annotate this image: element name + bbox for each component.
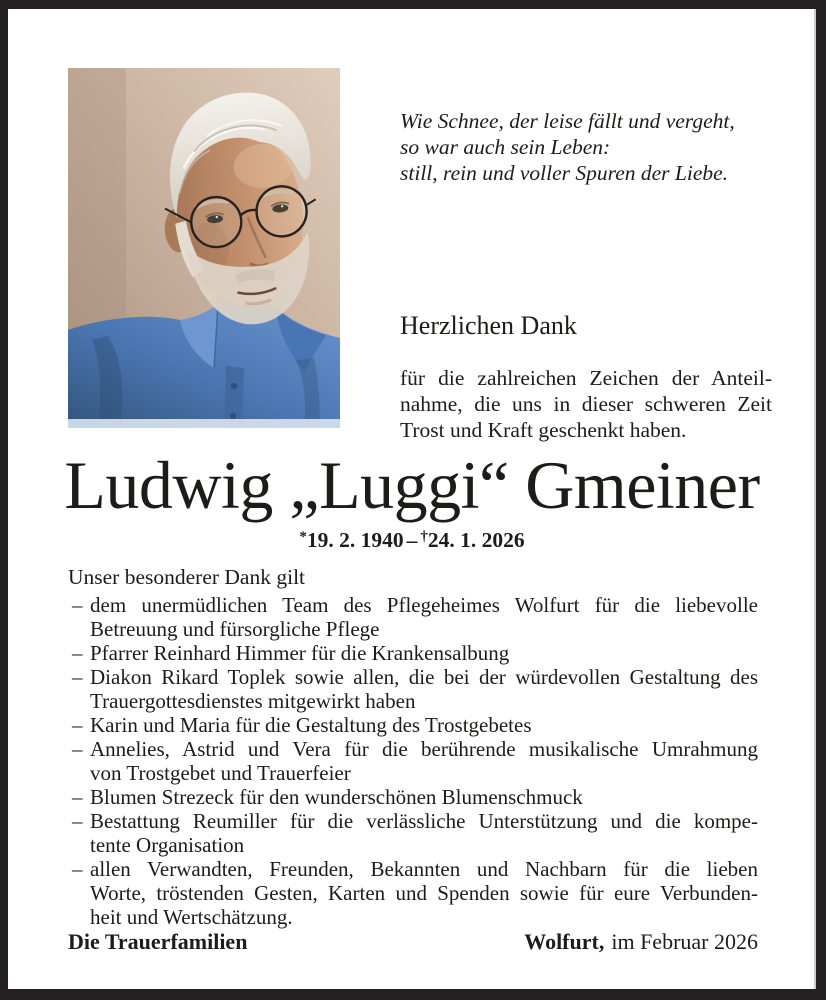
list-item	[68, 737, 758, 785]
scan-edge-line	[814, 9, 816, 989]
list-item	[68, 785, 758, 809]
list-item	[68, 857, 758, 929]
life-dates	[8, 525, 816, 552]
text-line: Diakon Rikard Toplek sowie allen, die bei der würdevollen Gestaltung des	[90, 665, 758, 689]
text-line: so war auch sein Leben:	[400, 135, 611, 159]
deceased-photo	[68, 68, 340, 428]
list-item-text	[90, 641, 758, 665]
footer	[68, 929, 758, 955]
text-line: Karin und Maria für die Gestaltung des Trostgebetes	[90, 713, 532, 737]
text-line: Trost und Kraft geschenkt haben.	[400, 418, 687, 442]
text-line: Worte, tröstenden Gesten, Karten und Spenden sowie für eure Verbunden-	[90, 881, 758, 905]
bullet-dash: –	[72, 641, 83, 665]
portrait-elderly-man-illustration	[68, 68, 340, 428]
thanks-text	[400, 365, 772, 443]
place-and-date	[524, 929, 758, 955]
thanks-heading: Herzlichen Dank	[400, 311, 577, 340]
text-line: Annelies, Astrid und Vera für die berührende musikalische Umrahmung	[90, 737, 758, 761]
birth-date: 19. 2. 1940	[306, 528, 404, 552]
text-line: Wie Schnee, der leise fällt und vergeht,	[400, 109, 735, 133]
list-item	[68, 809, 758, 857]
text-line: Blumen Strezeck für den wunderschönen Blumenschmuck	[90, 785, 583, 809]
list-item	[68, 593, 758, 641]
list-item-text	[90, 809, 758, 857]
list-item-text	[90, 785, 758, 809]
date: im Februar 2026	[611, 929, 758, 954]
list-item-text	[90, 665, 758, 713]
text-line: still, rein und voller Spuren der Liebe.	[400, 161, 729, 185]
text-line: Betreuung und fürsorgliche Pflege	[90, 617, 380, 641]
right-column	[400, 108, 778, 460]
list-item	[68, 665, 758, 713]
text-line: nahme, die uns in dieser schweren Zeit	[400, 392, 772, 416]
text-line: dem unermüdlichen Team des Pflegeheimes Wolfurt für die liebevolle	[90, 593, 758, 617]
text-line: allen Verwandten, Freunden, Bekannten und Nachbarn für die lieben	[90, 857, 758, 881]
acknowledgement-intro: Unser besonderer Dank gilt	[68, 565, 306, 589]
memorial-verse	[400, 108, 778, 186]
bullet-dash: –	[72, 857, 83, 881]
text-line: Bestattung Reumiller für die verlässliche Unterstützung und die kompe-	[90, 809, 758, 833]
bullet-dash: –	[72, 593, 83, 617]
list-item-text	[90, 737, 758, 785]
mourning-family-signature: Die Trauerfamilien	[68, 929, 248, 954]
death-symbol: †	[420, 529, 428, 545]
deceased-name: Ludwig „Luggi“ Gmeiner	[64, 447, 760, 523]
text-line: tente Organisation	[90, 833, 245, 857]
text-line: Trauergottesdienstes mitgewirkt haben	[90, 689, 416, 713]
date-separator: –	[406, 528, 418, 552]
list-item-text	[90, 857, 758, 929]
list-item	[68, 713, 758, 737]
acknowledgement-list	[68, 593, 758, 929]
acknowledgement-section	[68, 564, 758, 929]
bullet-dash: –	[72, 713, 83, 737]
place: Wolfurt,	[524, 929, 605, 954]
list-item	[68, 641, 758, 665]
bullet-dash: –	[72, 785, 83, 809]
text-line: von Trostgebet und Trauerfeier	[90, 761, 351, 785]
text-line: für die zahlreichen Zeichen der Anteil-	[400, 366, 772, 390]
bullet-dash: –	[72, 737, 83, 761]
death-date: 24. 1. 2026	[427, 528, 525, 552]
text-line: Pfarrer Reinhard Himmer für die Krankensalbung	[90, 641, 510, 665]
text-line: heit und Wertschätzung.	[90, 905, 293, 929]
bullet-dash: –	[72, 809, 83, 833]
birth-symbol: *	[299, 529, 307, 545]
list-item-text	[90, 713, 758, 737]
bullet-dash: –	[72, 665, 83, 689]
list-item-text	[90, 593, 758, 641]
